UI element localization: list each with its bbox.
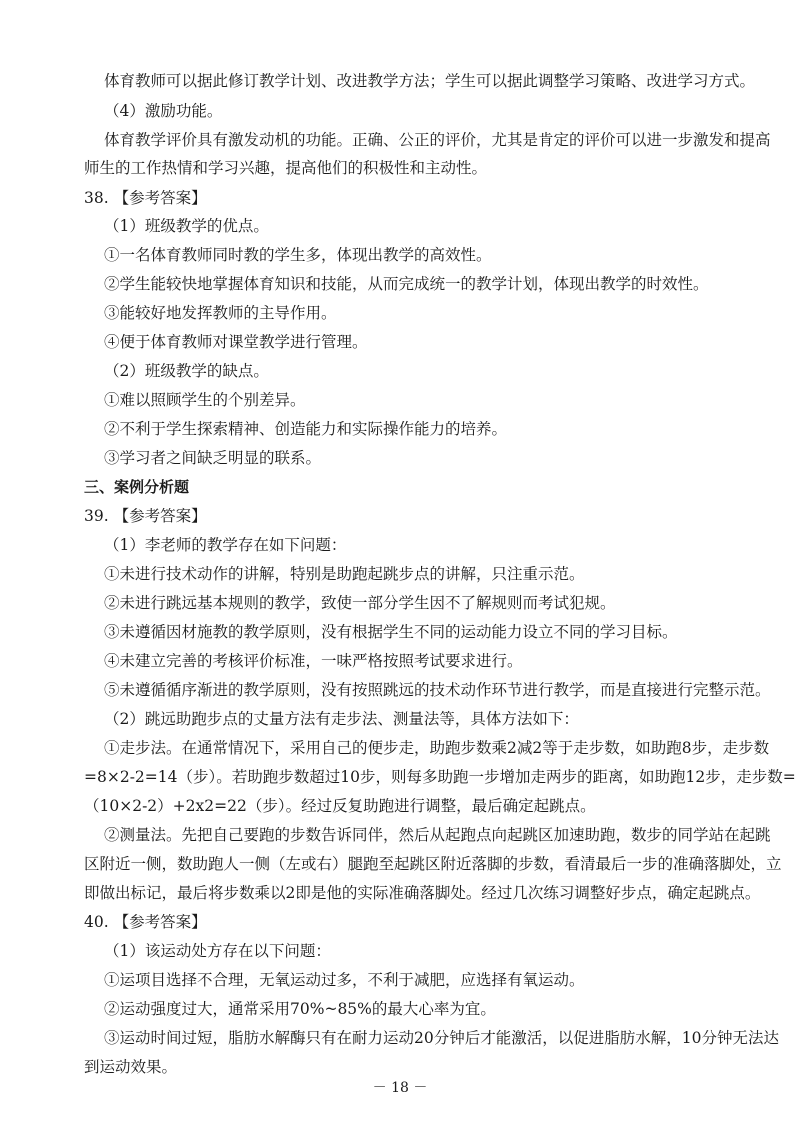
- text-line: ④未建立完善的考核评价标准，一味严格按照考试要求进行。: [104, 652, 523, 670]
- answer-heading: 40. 【参考答案】: [84, 913, 207, 931]
- text-line: ①未进行技术动作的讲解，特别是助跑起跳步点的讲解，只注重示范。: [104, 565, 585, 583]
- text-line: ⑤未遵循循序渐进的教学原则，没有按照跳远的技术动作环节进行教学，而是直接进行完整示范。: [104, 681, 771, 699]
- text-line: ④便于体育教师对课堂教学进行管理。: [104, 333, 368, 351]
- text-line: ①一名体育教师同时教的学生多，体现出教学的高效性。: [104, 246, 492, 264]
- text-line: 即做出标记，最后将步数乘以2即是他的实际准确落脚处。经过几次练习调整好步点，确定起跳点。: [84, 884, 761, 902]
- text-line: 体育教学评价具有激发动机的功能。正确、公正的评价，尤其是肯定的评价可以进一步激发和提高: [104, 131, 771, 149]
- text-line: ②不利于学生探索精神、创造能力和实际操作能力的培养。: [104, 420, 508, 438]
- text-line: ①难以照顾学生的个别差异。: [104, 391, 306, 409]
- text-line: （4）激励功能。: [104, 102, 223, 120]
- text-line: 区附近一侧，数助跑人一侧（左或右）腿跑至起跳区附近落脚的步数，看清最后一步的准确落脚处，立: [84, 855, 782, 873]
- section-heading: 三、案例分析题: [84, 478, 190, 496]
- text-line: （2）跳远助跑步点的丈量方法有走步法、测量法等，具体方法如下：: [104, 710, 579, 728]
- answer-heading: 38. 【参考答案】: [84, 189, 207, 207]
- text-line: 到运动效果。: [84, 1058, 178, 1076]
- text-line: ①运项目选择不合理，无氧运动过多，不利于减肥，应选择有氧运动。: [104, 971, 585, 989]
- text-line: （1）班级教学的优点。: [104, 217, 269, 235]
- text-line: ②测量法。先把自己要跑的步数告诉同伴，然后从起跑点向起跳区加速助跑，数步的同学站在起跳: [104, 826, 771, 844]
- text-line: （1）该运动处方存在以下问题：: [104, 942, 331, 960]
- text-line: （10×2-2）+2x2=22（步）。经过反复助跑进行调整，最后确定起跳点。: [84, 797, 596, 815]
- text-line: ③能较好地发挥教师的主导作用。: [104, 304, 337, 322]
- page-number: － 18 －: [372, 1080, 428, 1096]
- text-line: （1）李老师的教学存在如下问题：: [104, 536, 347, 554]
- text-line: ③运动时间过短，脂肪水解酶只有在耐力运动20分钟后才能激活，以促进脂肪水解，10分钟无法达: [104, 1029, 779, 1047]
- text-line: ①走步法。在通常情况下，采用自己的便步走，助跑步数乘2减2等于走步数，如助跑8步，走步数: [104, 739, 770, 757]
- answer-heading: 39. 【参考答案】: [84, 507, 207, 525]
- text-line: 体育教师可以据此修订教学计划、改进教学方法；学生可以据此调整学习策略、改进学习方式。: [104, 72, 756, 90]
- text-line: ②运动强度过大，通常采用70%~85%的最大心率为宜。: [104, 1000, 496, 1018]
- text-line: ②学生能较快地掌握体育知识和技能，从而完成统一的教学计划，体现出教学的时效性。: [104, 275, 709, 293]
- text-line: （2）班级教学的缺点。: [104, 362, 269, 380]
- text-line: 师生的工作热情和学习兴趣，提高他们的积极性和主动性。: [84, 159, 488, 177]
- text-line: =8×2-2=14（步）。若助跑步数超过10步，则每多助跑一步增加走两步的距离，如助跑12步，走步数=: [84, 768, 796, 786]
- text-line: ③学习者之间缺乏明显的联系。: [104, 449, 322, 467]
- text-line: ②未进行跳远基本规则的教学，致使一部分学生因不了解规则而考试犯规。: [104, 594, 616, 612]
- text-line: ③未遵循因材施教的教学原则，没有根据学生不同的运动能力设立不同的学习目标。: [104, 623, 678, 641]
